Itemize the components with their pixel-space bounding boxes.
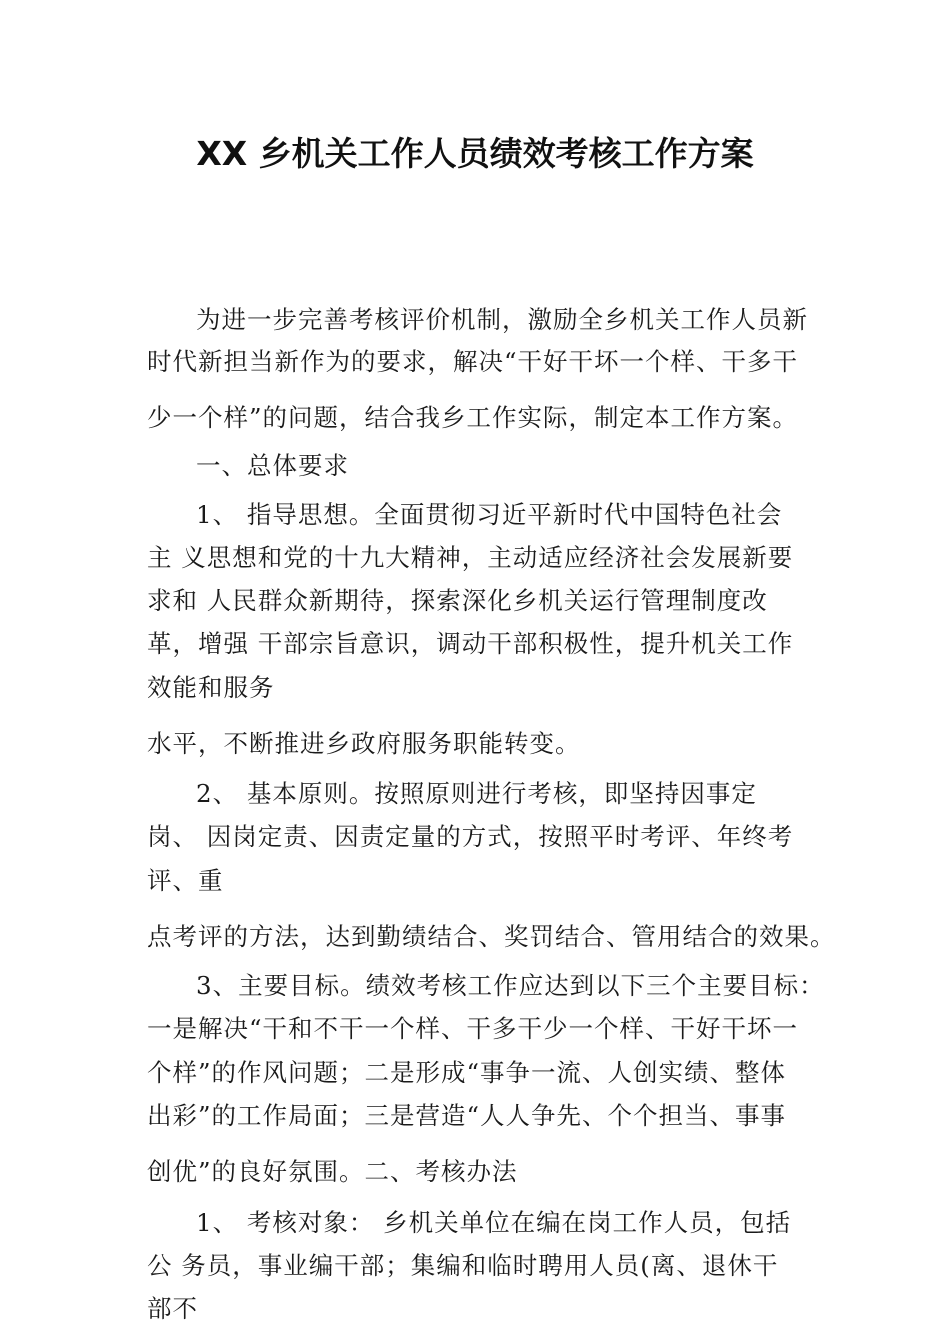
paragraph-line: 时代新担当新作为的要求，解决“干好干坏一个样、干多干 bbox=[147, 347, 799, 376]
paragraph-line: 岗、 因岗定责、因责定量的方式，按照平时考评、年终考 bbox=[147, 822, 794, 851]
paragraph-line: 1、 考核对象： 乡机关单位在编在岗工作人员，包括 bbox=[196, 1208, 792, 1237]
paragraph-line: 为进一步完善考核评价机制，激励全乡机关工作人员新 bbox=[196, 305, 808, 334]
section-heading: 一、总体要求 bbox=[196, 451, 349, 480]
paragraph-line: 点考评的方法，达到勤绩结合、奖罚结合、管用结合的效果。 bbox=[147, 922, 836, 951]
paragraph-line: 个样”的作风问题；二是形成“事争一流、人创实绩、整体 bbox=[147, 1058, 787, 1087]
paragraph-line: 评、重 bbox=[147, 866, 224, 895]
paragraph-line: 公 务员，事业编干部；集编和临时聘用人员(离、退休干 bbox=[147, 1251, 779, 1280]
paragraph-line: 水平，不断推进乡政府服务职能转变。 bbox=[147, 729, 581, 758]
paragraph-line: 求和 人民群众新期待，探索深化乡机关运行管理制度改 bbox=[147, 586, 768, 615]
paragraph-line: 主 义思想和党的十九大精神，主动适应经济社会发展新要 bbox=[147, 543, 794, 572]
paragraph-line: 1、 指导思想。全面贯彻习近平新时代中国特色社会 bbox=[196, 500, 783, 529]
paragraph-line: 部不 bbox=[147, 1294, 198, 1323]
paragraph-line: 少一个样”的问题，结合我乡工作实际，制定本工作方案。 bbox=[147, 403, 799, 432]
paragraph-line: 效能和服务 bbox=[147, 673, 275, 702]
paragraph-line: 创优”的良好氛围。二、考核办法 bbox=[147, 1157, 518, 1186]
paragraph-line: 革，增强 干部宗旨意识，调动干部积极性，提升机关工作 bbox=[147, 629, 794, 658]
paragraph-line: 2、 基本原则。按照原则进行考核，即坚持因事定 bbox=[196, 779, 757, 808]
paragraph-line: 3、主要目标。绩效考核工作应达到以下三个主要目标： bbox=[196, 971, 825, 1000]
document-title: XX 乡机关工作人员绩效考核工作方案 bbox=[196, 134, 754, 173]
paragraph-line: 一是解决“干和不干一个样、干多干少一个样、干好干坏一 bbox=[147, 1014, 799, 1043]
paragraph-line: 出彩”的工作局面；三是营造“人人争先、个个担当、事事 bbox=[147, 1101, 787, 1130]
